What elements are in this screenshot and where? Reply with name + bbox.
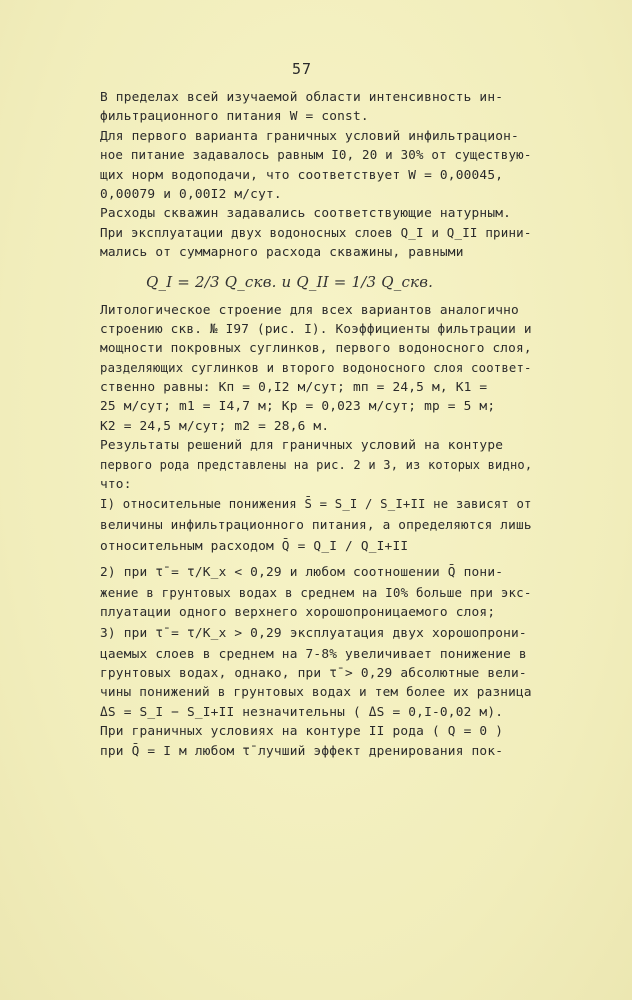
text-line: цаемых слоев в среднем на 7-8% увеличивает понижение в [100, 646, 527, 662]
text-line: При эксплуатации двух водоносных слоев Q_I и Q_II прини- [100, 225, 532, 241]
formula-q-split: Q_I = 2/3 Q_скв. и Q_II = 1/3 Q_скв. [146, 272, 434, 291]
text-line: первого рода представлены на рис. 2 и 3, из которых видно, [100, 457, 533, 473]
text-line: мались от суммарного расхода скважины, равными [100, 245, 464, 261]
text-line: относительным расходом Q̄ = Q_I / Q_I+II [100, 538, 409, 554]
body-text [100, 88, 533, 761]
formula-line [100, 263, 530, 301]
text-line: чины понижений в грунтовых водах и тем более их разница [100, 685, 532, 701]
text-line: Для первого варианта граничных условий инфильтрацион- [100, 128, 519, 144]
text-line: 0,00079 и 0,00I2 м/сут. [100, 186, 282, 202]
text-line: грунтовых водах, однако, при τ̄ > 0,29 абсолютные вели- [100, 665, 527, 681]
text-line: разделяющих суглинков и второго водоносного слоя соответ- [100, 360, 532, 376]
text-line: 3) при τ̄ = τ/K_x > 0,29 эксплуатация двух хорошопрони- [100, 625, 527, 641]
text-line: При граничных условиях на контуре II рода ( Q = 0 ) [100, 724, 504, 740]
text-line: K2 = 24,5 м/сут; m2 = 28,6 м. [100, 418, 330, 434]
text-line: 2) при τ̄ = τ/K_x < 0,29 и любом соотношении Q̄ пони- [100, 564, 504, 580]
text-line: что: [100, 477, 132, 493]
text-line: ΔS = S_I − S_I+II незначительны ( ΔS = 0,I-0,02 м). [100, 704, 504, 720]
text-line: плуатации одного верхнего хорошопроницаемого слоя; [100, 605, 496, 621]
text-line: I) относительные понижения S̄ = S_I / S_I+II не зависят от [100, 497, 532, 513]
text-line: 25 м/сут; m1 = I4,7 м; Kр = 0,023 м/сут; mр = 5 м; [100, 399, 496, 415]
text-line: строению скв. № I97 (рис. I). Коэффициенты фильтрации и [100, 321, 532, 337]
text-line: щих норм водоподачи, что соответствует W = 0,00045, [100, 167, 504, 183]
text-line: жение в грунтовых водах в среднем на I0% больше при экс- [100, 585, 532, 601]
text-line: ственно равны: Kп = 0,I2 м/сут; mп = 24,5 м, K1 = [100, 380, 488, 396]
text-line: величины инфильтрационного питания, а определяются лишь [100, 518, 532, 534]
text-line: В пределах всей изучаемой области интенсивность ин- [100, 90, 504, 105]
text-line: фильтрационного питания W = const. [100, 109, 369, 125]
text-line: при Q̄ = I м любом τ̄ лучший эффект дренирования пок- [100, 743, 504, 759]
text-line: Расходы скважин задавались соответствующие натурным. [100, 206, 512, 222]
text-line: Результаты решений для граничных условий на контуре [100, 438, 504, 454]
text-line: ное питание задавалось равным I0, 20 и 30% от существую- [100, 148, 532, 164]
text-line: Литологическое строение для всех вариантов аналогично [100, 302, 519, 318]
text-line: мощности покровных суглинков, первого водоносного слоя, [100, 341, 532, 357]
page-number: 57 [292, 60, 313, 78]
